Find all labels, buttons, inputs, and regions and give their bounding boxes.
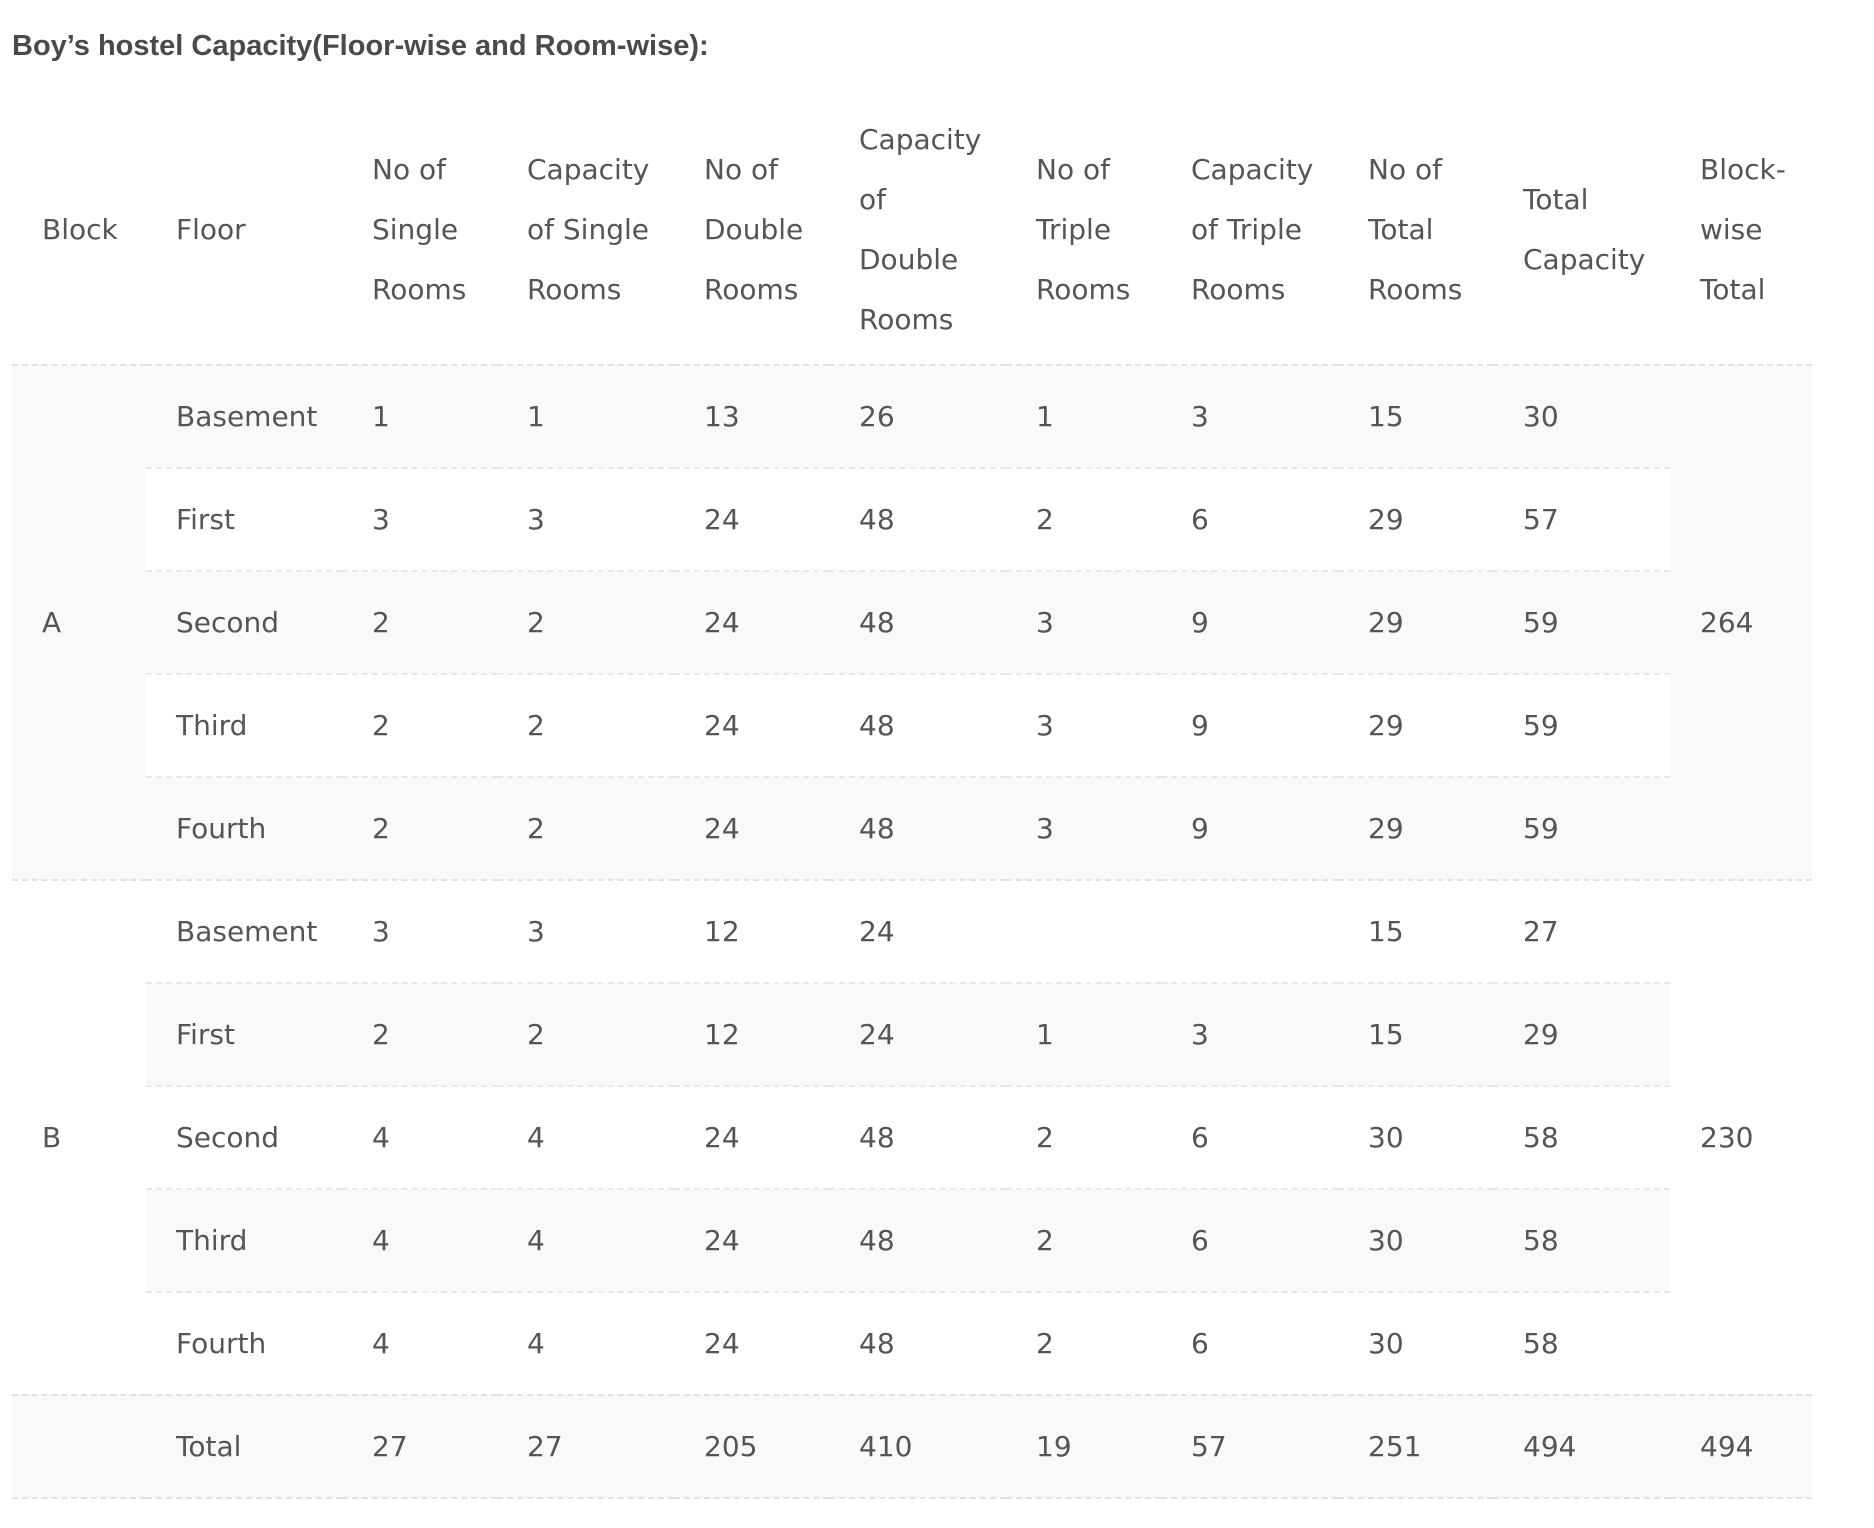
table-cell: 30 xyxy=(1493,365,1670,468)
header-capacity-double-rooms: Capacity of Double Rooms xyxy=(829,96,1006,365)
table-cell: 1 xyxy=(342,365,497,468)
table-cell: 24 xyxy=(674,674,829,777)
table-cell: 12 xyxy=(674,880,829,983)
table-cell: 2 xyxy=(1006,1189,1161,1292)
total-cell xyxy=(12,1395,146,1498)
header-floor: Floor xyxy=(146,96,342,365)
header-block-wise-total: Block-wise Total xyxy=(1670,96,1812,365)
table-cell: 2 xyxy=(497,983,674,1086)
floor-name-cell: Fourth xyxy=(146,1292,342,1395)
table-row xyxy=(12,1189,1812,1292)
table-row xyxy=(12,674,1812,777)
table-row xyxy=(12,1292,1812,1395)
table-cell: 3 xyxy=(342,468,497,571)
table-cell: 12 xyxy=(674,983,829,1086)
table-cell: 48 xyxy=(829,571,1006,674)
hostel-capacity-table xyxy=(12,96,1812,1499)
floor-name-cell: First xyxy=(146,983,342,1086)
table-cell: 3 xyxy=(342,880,497,983)
floor-name-cell: First xyxy=(146,468,342,571)
block-wise-total-cell: 230 xyxy=(1670,880,1812,1395)
table-cell: 2 xyxy=(497,777,674,880)
table-cell: 2 xyxy=(342,674,497,777)
table-cell: 2 xyxy=(342,777,497,880)
table-cell: 6 xyxy=(1161,1292,1338,1395)
total-cell: 205 xyxy=(674,1395,829,1498)
total-row xyxy=(12,1395,1812,1498)
table-cell: 15 xyxy=(1338,983,1493,1086)
floor-name-cell: Fourth xyxy=(146,777,342,880)
floor-name-cell: Second xyxy=(146,1086,342,1189)
table-cell: 30 xyxy=(1338,1086,1493,1189)
table-cell: 58 xyxy=(1493,1292,1670,1395)
table-cell: 58 xyxy=(1493,1189,1670,1292)
table-cell: 48 xyxy=(829,468,1006,571)
table-cell: 24 xyxy=(674,1292,829,1395)
table-cell: 13 xyxy=(674,365,829,468)
table-cell: 2 xyxy=(497,674,674,777)
floor-name-cell: Second xyxy=(146,571,342,674)
total-cell: 494 xyxy=(1493,1395,1670,1498)
table-cell: 3 xyxy=(1006,571,1161,674)
table-cell: 15 xyxy=(1338,365,1493,468)
table-cell: 24 xyxy=(829,880,1006,983)
table-cell: 3 xyxy=(497,880,674,983)
header-capacity-single-rooms: Capacity of Single Rooms xyxy=(497,96,674,365)
table-cell: 3 xyxy=(1006,674,1161,777)
table-cell: 3 xyxy=(497,468,674,571)
table-cell: 59 xyxy=(1493,777,1670,880)
table-cell: 1 xyxy=(1006,983,1161,1086)
table-cell: 48 xyxy=(829,777,1006,880)
total-cell: 27 xyxy=(342,1395,497,1498)
table-row xyxy=(12,777,1812,880)
table-cell: 30 xyxy=(1338,1292,1493,1395)
table-cell: 57 xyxy=(1493,468,1670,571)
table-row xyxy=(12,983,1812,1086)
table-cell: 1 xyxy=(1006,365,1161,468)
header-no-total-rooms: No of Total Rooms xyxy=(1338,96,1493,365)
header-total-capacity: Total Capacity xyxy=(1493,96,1670,365)
table-cell: 4 xyxy=(342,1189,497,1292)
table-cell: 4 xyxy=(497,1086,674,1189)
table-cell: 48 xyxy=(829,1292,1006,1395)
table-cell: 59 xyxy=(1493,674,1670,777)
table-row xyxy=(12,468,1812,571)
table-cell: 59 xyxy=(1493,571,1670,674)
table-cell: 24 xyxy=(674,777,829,880)
table-cell: 29 xyxy=(1338,468,1493,571)
table-cell: 3 xyxy=(1161,365,1338,468)
table-cell: 2 xyxy=(1006,1086,1161,1189)
table-cell: 48 xyxy=(829,1086,1006,1189)
block-wise-total-cell: 264 xyxy=(1670,365,1812,880)
table-cell: 48 xyxy=(829,674,1006,777)
table-cell: 48 xyxy=(829,1189,1006,1292)
table-cell: 9 xyxy=(1161,777,1338,880)
table-cell: 4 xyxy=(497,1292,674,1395)
total-cell: 410 xyxy=(829,1395,1006,1498)
header-no-single-rooms: No of Single Rooms xyxy=(342,96,497,365)
table-cell: 24 xyxy=(829,983,1006,1086)
total-cell: 19 xyxy=(1006,1395,1161,1498)
table-cell: 24 xyxy=(674,468,829,571)
total-cell: 251 xyxy=(1338,1395,1493,1498)
table-row xyxy=(12,880,1812,983)
table-cell: 1 xyxy=(497,365,674,468)
table-cell: 29 xyxy=(1338,571,1493,674)
table-cell: 4 xyxy=(497,1189,674,1292)
floor-name-cell: Third xyxy=(146,1189,342,1292)
table-cell: 27 xyxy=(1493,880,1670,983)
table-cell: 6 xyxy=(1161,468,1338,571)
total-cell: 57 xyxy=(1161,1395,1338,1498)
table-cell: 9 xyxy=(1161,674,1338,777)
table-cell: 30 xyxy=(1338,1189,1493,1292)
header-no-double-rooms: No of Double Rooms xyxy=(674,96,829,365)
table-cell: 29 xyxy=(1493,983,1670,1086)
total-cell: 494 xyxy=(1670,1395,1812,1498)
table-row xyxy=(12,571,1812,674)
table-cell: 2 xyxy=(342,983,497,1086)
floor-name-cell: Basement xyxy=(146,880,342,983)
floor-name-cell: Basement xyxy=(146,365,342,468)
table-cell: 15 xyxy=(1338,880,1493,983)
table-body xyxy=(12,365,1812,1498)
header-no-triple-rooms: No of Triple Rooms xyxy=(1006,96,1161,365)
table-cell: 6 xyxy=(1161,1189,1338,1292)
table-cell: 26 xyxy=(829,365,1006,468)
header-capacity-triple-rooms: Capacity of Triple Rooms xyxy=(1161,96,1338,365)
table-cell: 2 xyxy=(1006,468,1161,571)
table-cell: 24 xyxy=(674,1086,829,1189)
table-cell: 2 xyxy=(1006,1292,1161,1395)
block-name-cell: B xyxy=(12,880,146,1395)
table-cell: 58 xyxy=(1493,1086,1670,1189)
header-block: Block xyxy=(12,96,146,365)
block-name-cell: A xyxy=(12,365,146,880)
table-cell xyxy=(1006,880,1161,983)
table-header-row xyxy=(12,96,1812,365)
total-label-cell: Total xyxy=(146,1395,342,1498)
table-cell: 4 xyxy=(342,1086,497,1189)
table-cell: 24 xyxy=(674,1189,829,1292)
table-cell: 3 xyxy=(1006,777,1161,880)
table-cell xyxy=(1161,880,1338,983)
table-row xyxy=(12,365,1812,468)
table-cell: 2 xyxy=(342,571,497,674)
total-cell: 27 xyxy=(497,1395,674,1498)
table-cell: 6 xyxy=(1161,1086,1338,1189)
table-row xyxy=(12,1086,1812,1189)
table-cell: 29 xyxy=(1338,777,1493,880)
table-cell: 2 xyxy=(497,571,674,674)
table-cell: 29 xyxy=(1338,674,1493,777)
page-title: Boy’s hostel Capacity(Floor-wise and Room-wise): xyxy=(12,30,709,62)
table-cell: 3 xyxy=(1161,983,1338,1086)
table-cell: 4 xyxy=(342,1292,497,1395)
table-cell: 24 xyxy=(674,571,829,674)
floor-name-cell: Third xyxy=(146,674,342,777)
table-cell: 9 xyxy=(1161,571,1338,674)
